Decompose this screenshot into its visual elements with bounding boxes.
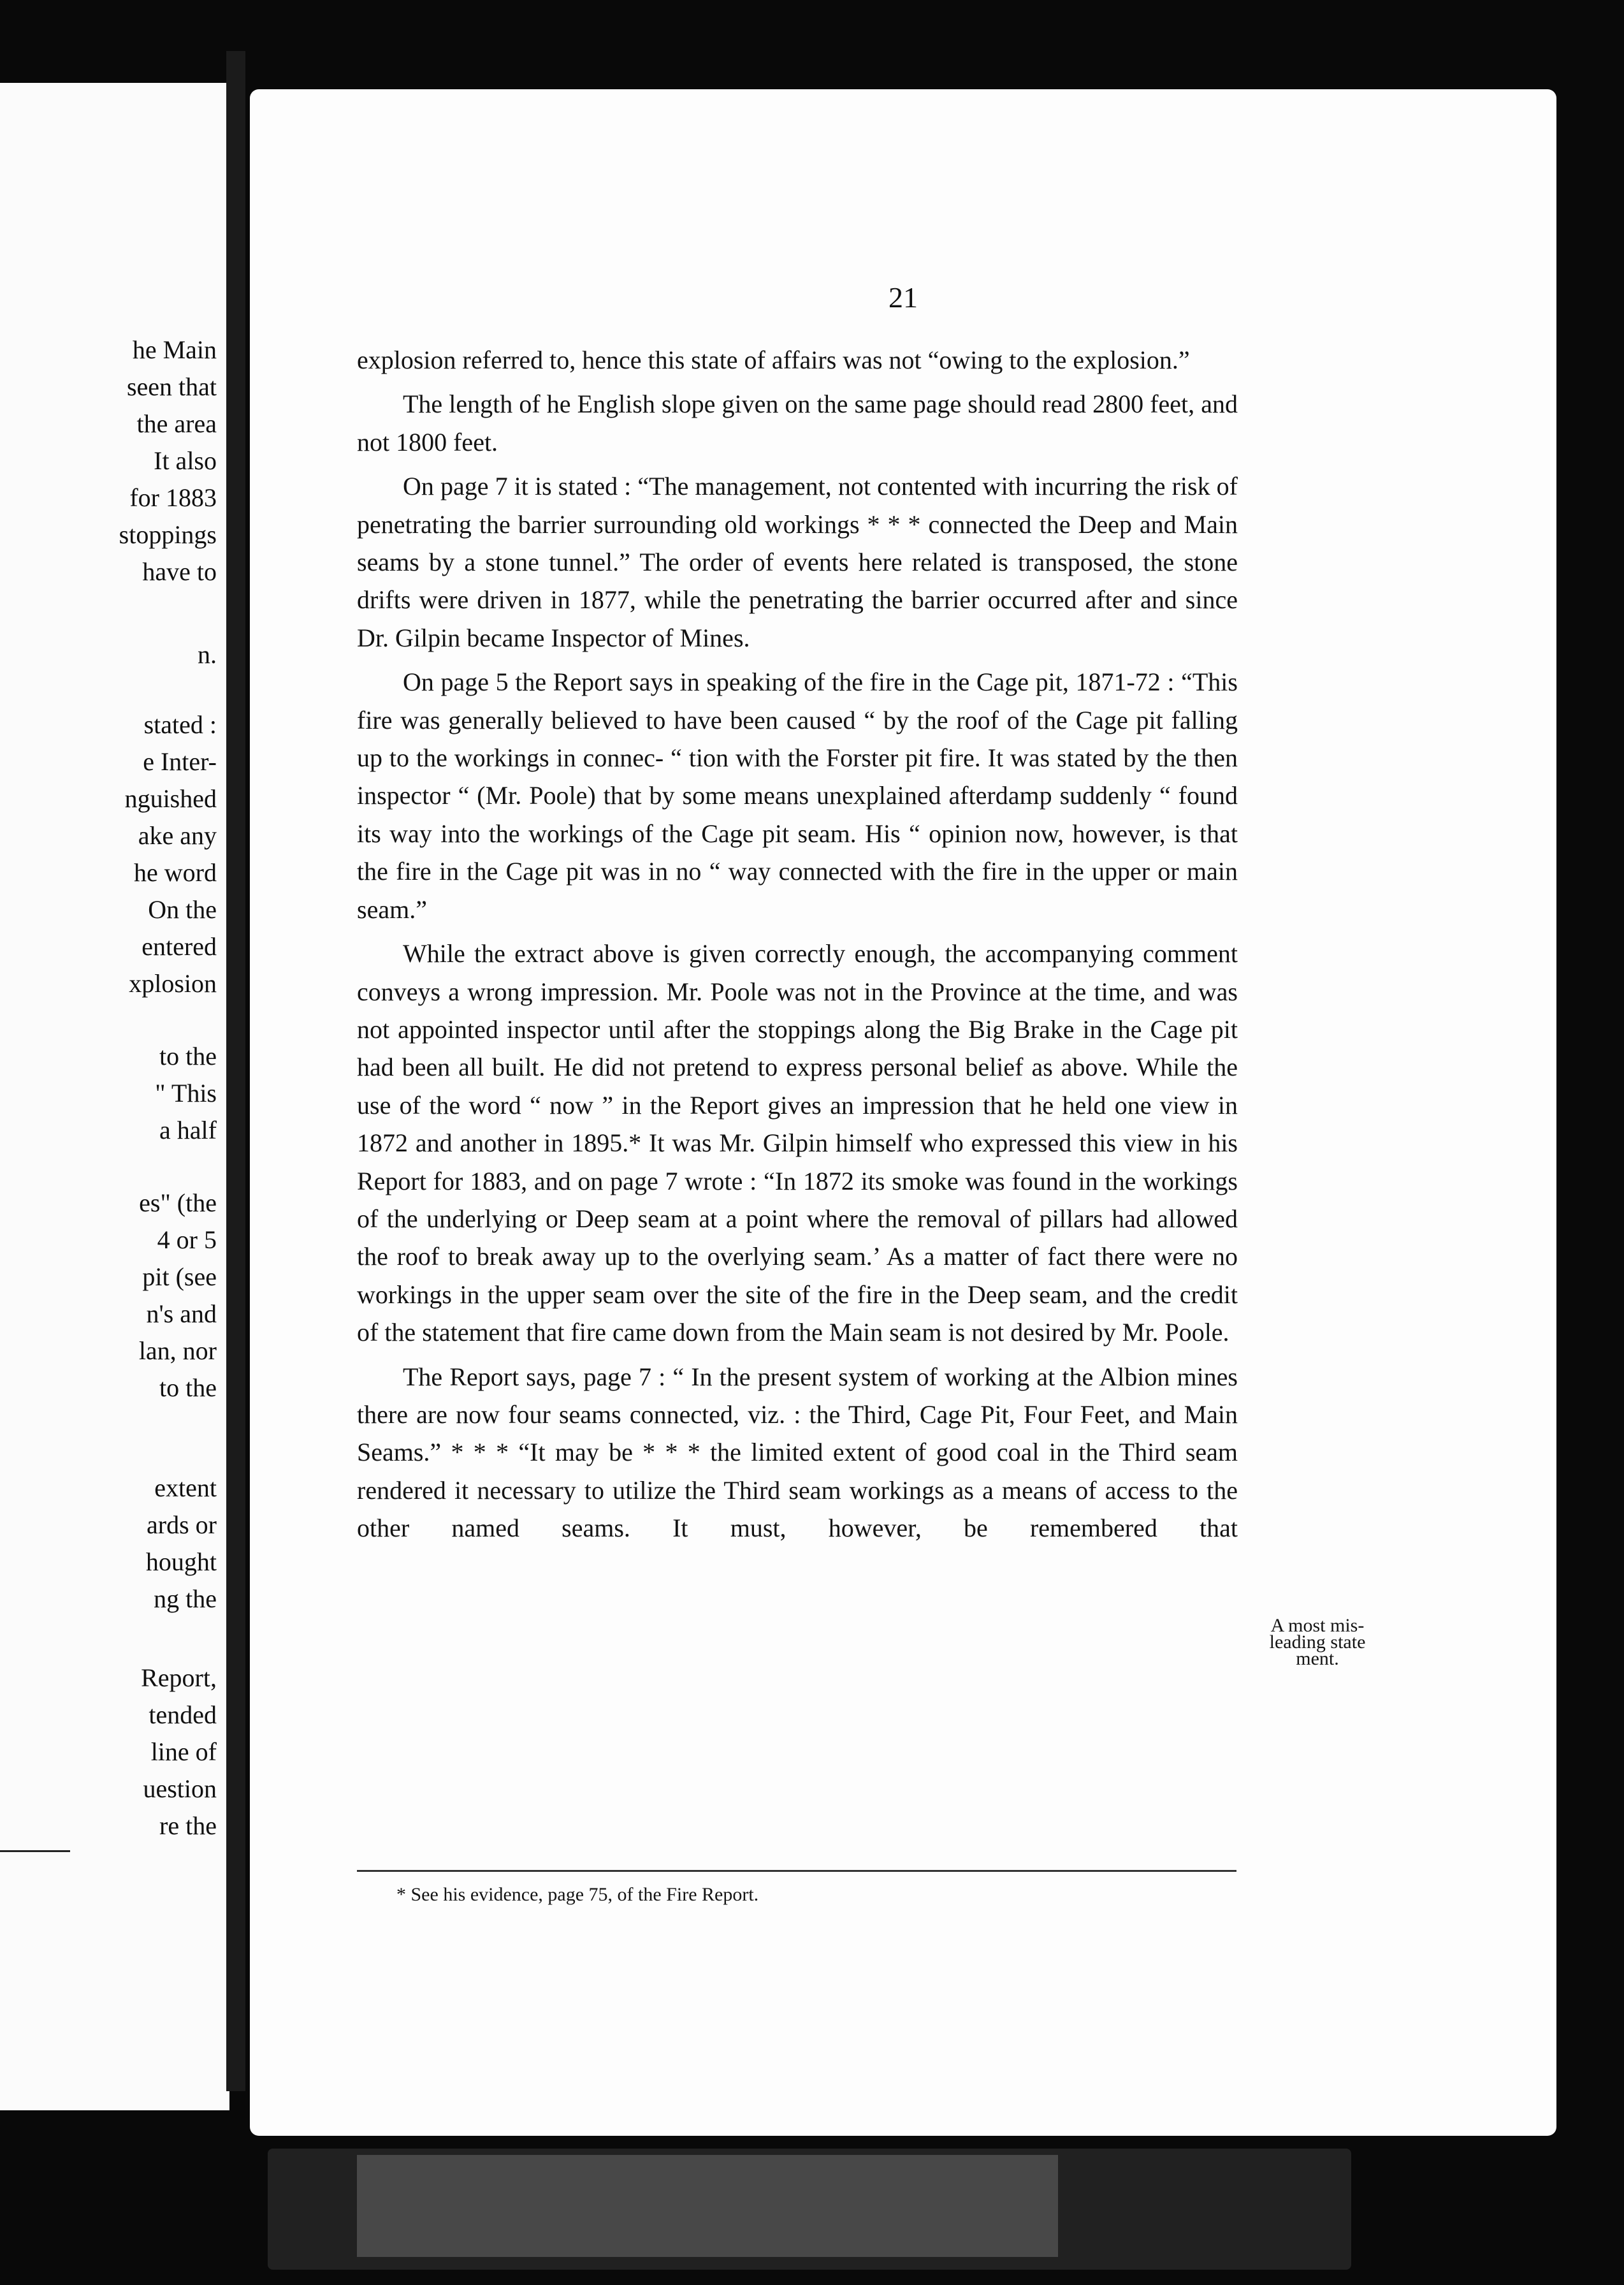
left-page-line: ng the xyxy=(154,1584,217,1613)
left-page-line: have to xyxy=(142,557,217,586)
left-page-line: ake any xyxy=(138,821,217,850)
left-page-line: es" (the xyxy=(139,1188,217,1217)
paragraph-6: The Report says, page 7 : “ In the present system of working at the Albion mines there are now four seams connected, viz. : the Third, Cage Pit, Four Feet, and Main Seams.” * * * “It may be * * * the limited extent of good coal in the Third seam rendered it necessary to utilize the Third seam workings as a means of access to the other named seams. It must, however, be remembered that xyxy=(357,1362,1238,1543)
left-page-line: pit (see xyxy=(142,1262,217,1291)
footnote-rule xyxy=(357,1870,1236,1872)
left-page-line: xplosion xyxy=(129,969,217,998)
left-page-line: he Main xyxy=(132,335,217,364)
left-page-line: ards or xyxy=(147,1510,217,1539)
left-page-line: tended xyxy=(149,1700,217,1729)
left-page-line: uestion xyxy=(143,1774,217,1803)
left-page-line: " This xyxy=(155,1079,217,1107)
margin-note-line: leading state xyxy=(1269,1632,1366,1653)
paragraph-3: On page 7 it is stated : “The management, not contented with incurring the risk of penetrating the barrier surrounding old workings * * * connected the Deep and Main seams by a stone tunnel.” The order of events here related is transposed, the stone drifts were driven in 1877, while the penetrating the barrier occurred after and since Dr. Gilpin became Inspector of Mines. xyxy=(357,472,1238,652)
paragraph-5: While the extract above is given correctly enough, the accompanying comment conveys a wrong impression. Mr. Poole was not in the Province at the time, and was not appointed inspector until after the stoppings along the Big Brake in the Cage pit had been all built. He did not pretend to express personal belief as above. While the use of the word “ now ” in the Report gives an impression that he held one view in 1872 and another in 1895.* It was Mr. Gilpin himself who expressed this view in his Report for 1883, and on page 7 wrote : “In 1872 its smoke was found in the workings of the underlying or Deep seam at a point where the removal of pillars had allowed the roof to break away up to the overlying seam.’ As a matter of fact there were no workings in the upper seam over the site of the fire in the Deep seam, and the credit of the statement that fire came down from the Main seam is not desired by Mr. Poole. xyxy=(357,939,1238,1347)
left-page-line: lan, nor xyxy=(138,1336,217,1365)
left-page-line: On the xyxy=(148,895,217,924)
body-text xyxy=(357,341,1238,1554)
left-page-line: n. xyxy=(198,640,217,669)
left-page-line: a half xyxy=(159,1116,217,1144)
left-page-line: to the xyxy=(159,1042,217,1070)
left-page-line: Report, xyxy=(141,1663,217,1692)
footnote: * See his evidence, page 75, of the Fire Report. xyxy=(396,1884,759,1905)
left-page-line: he word xyxy=(134,858,217,887)
left-page-line: stoppings xyxy=(119,520,217,549)
left-page-line: seen that xyxy=(126,372,217,401)
margin-note xyxy=(1244,1617,1391,1667)
left-page-line: re the xyxy=(159,1811,217,1840)
left-page-line: extent xyxy=(154,1473,217,1502)
left-page-line: nguished xyxy=(124,784,217,813)
book-gutter xyxy=(226,51,245,2091)
scan-smudge xyxy=(357,2155,1058,2257)
left-page-line: 4 or 5 xyxy=(157,1225,217,1254)
page-number: 21 xyxy=(888,281,918,314)
paragraph-1: explosion referred to, hence this state of affairs was not “owing to the explosion.” xyxy=(357,346,1190,374)
left-page-line: the area xyxy=(136,409,217,438)
main-page xyxy=(250,89,1556,2136)
left-page-fragment xyxy=(0,83,229,2110)
left-page-line: to the xyxy=(159,1373,217,1402)
left-page-line: n's and xyxy=(146,1299,217,1328)
left-page-line: stated : xyxy=(143,710,217,739)
margin-note-line: ment. xyxy=(1296,1648,1339,1669)
left-footnote-rule xyxy=(0,1850,70,1852)
left-page-line: hought xyxy=(145,1547,217,1576)
left-page-line: entered xyxy=(141,932,217,961)
margin-note-line: A most mis- xyxy=(1270,1615,1365,1636)
left-page-line: e Inter- xyxy=(143,747,217,776)
left-page-line: for 1883 xyxy=(129,483,217,512)
left-page-line: line of xyxy=(150,1737,217,1766)
paragraph-4: On page 5 the Report says in speaking of the fire in the Cage pit, 1871-72 : “This fire was generally believed to have been caused “ by the roof of the Cage pit falling up to the workings in connec- “ tion with the Forster pit fire. It was stated by the then inspector “ (Mr. Poole) that by some means unexplained afterdamp suddenly “ found its way into the workings of the Cage pit seam. His “ opinion now, however, is that the fire in the Cage pit was in no “ way connected with the fire in the upper or main seam.” xyxy=(357,668,1238,924)
paragraph-2: The length of he English slope given on the same page should read 2800 feet, and not 1800 feet. xyxy=(357,390,1238,456)
left-page-line: It also xyxy=(154,446,217,475)
